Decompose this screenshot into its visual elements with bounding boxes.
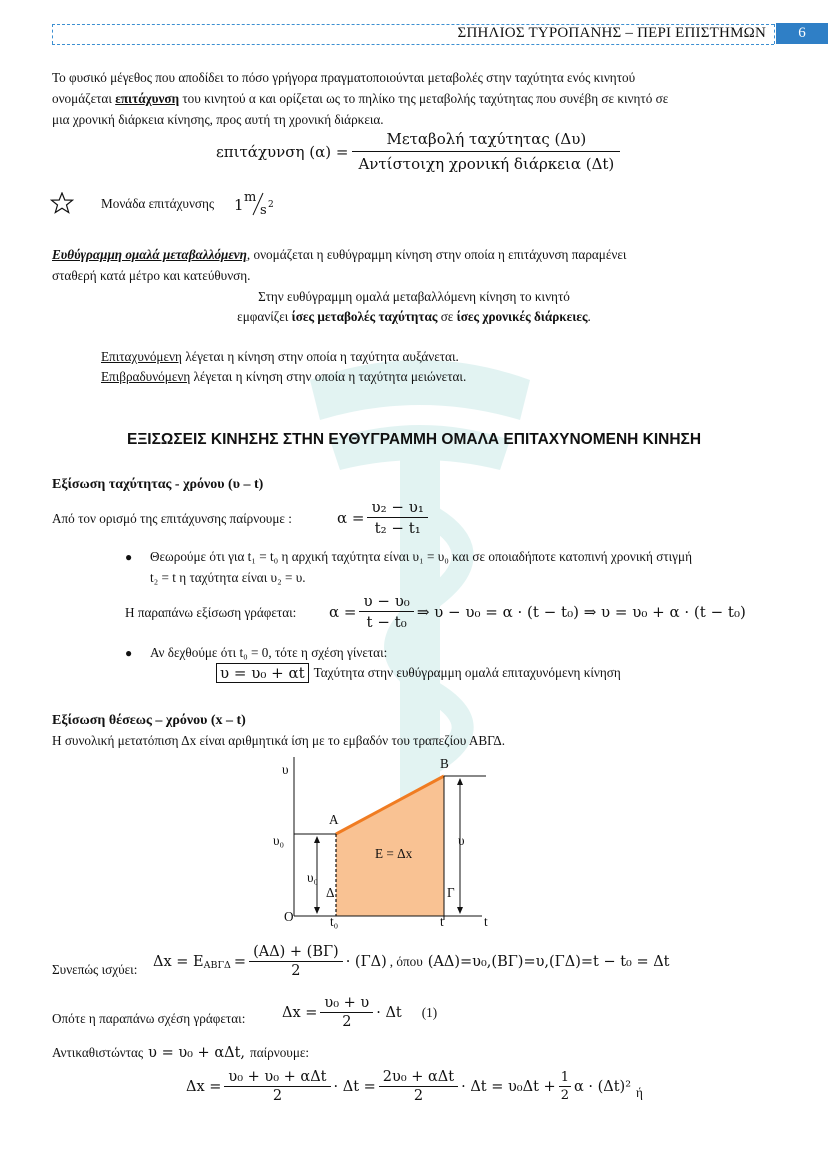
formula-numerator: Μεταβολή ταχύτητας (Δυ)	[352, 130, 620, 152]
acceleration-definition-formula	[216, 130, 620, 173]
rewrite-numerator: υ − υ₀	[359, 592, 413, 612]
diagram-v-label: υ	[458, 833, 465, 848]
alpha-fraction	[367, 498, 427, 537]
dx-final-formula	[186, 1069, 631, 1104]
thus-text: Οπότε η παραπάνω σχέση γράφεται:	[52, 1011, 246, 1026]
diagram-v0-inner-label: υ₀	[307, 870, 319, 885]
uniform-center-1: Στην ευθύγραμμη ομαλά μεταβαλλόμενη κίνηση το κινητό	[258, 289, 570, 304]
final-fraction-1	[224, 1069, 330, 1104]
header-right-border	[774, 24, 775, 44]
term-accelerated: Επιταχυνόμενη	[101, 349, 182, 364]
rewrite-lhs: α =	[329, 602, 357, 621]
diagram-t0-label: t₀	[330, 914, 339, 929]
uniform-bold-2: ίσες χρονικές διάρκειες	[456, 309, 588, 324]
half-denominator: 2	[560, 1088, 569, 1103]
rewrite-fraction	[359, 592, 413, 631]
dx-tail: · (ΓΔ)	[345, 953, 387, 970]
diagram-y-label: υ	[282, 762, 289, 777]
intro-line-1: Το φυσικό μέγεθος που αποδίδει το πόσο γρήγορα πραγματοποιούνται μεταβολές στην ταχύτητα ενός κινητού	[52, 70, 636, 85]
term-acceleration: επιτάχυνση	[115, 91, 180, 106]
decelerated-text: λέγεται η κίνηση στην οποία η ταχύτητα μειώνεται.	[190, 369, 467, 384]
velocity-equation-title: Εξίσωση ταχύτητας - χρόνου (υ – t)	[52, 477, 264, 492]
where-text: , όπου	[389, 953, 423, 969]
uniform-text: .	[587, 309, 591, 324]
boxed-formula: υ = υ₀ + αt	[216, 663, 309, 683]
substitution-expression: υ = υ₀ + αΔt,	[148, 1045, 246, 1061]
uniform-text: σε	[437, 309, 457, 324]
unit-denominator: s	[260, 203, 267, 218]
or-text: ή	[636, 1085, 643, 1100]
dx-denominator: 2	[291, 963, 301, 979]
velocity-boxed-result	[216, 663, 621, 683]
diagram-point-g: Γ	[447, 885, 455, 900]
from-definition-text: Από τον ορισμό της επιτάχυνσης παίρνουμε :	[52, 511, 292, 526]
accelerated-definition	[101, 349, 459, 365]
alpha-definition-formula	[337, 498, 428, 537]
where-definitions: (ΑΔ)=υ₀,(ΒΓ)=υ,(ΓΔ)=t − t₀ = Δt	[427, 953, 670, 970]
final-half	[559, 1070, 571, 1103]
eq1-tail: · Δt	[376, 1004, 402, 1021]
substituting-line	[52, 1045, 309, 1061]
term-uniform: Ευθύγραμμη ομαλά μεταβαλλόμενη	[52, 247, 247, 262]
consequently-text: Συνεπώς ισχύει:	[52, 962, 138, 977]
header-title: ΣΠΗΛΙΟΣ ΤΥΡΟΠΑΝΗΣ – ΠΕΡΙ ΕΠΙΣΤΗΜΩΝ	[457, 25, 766, 41]
header-left-border	[52, 24, 53, 44]
bullet-dot: ●	[125, 646, 133, 660]
uniform-text: , ονομάζεται η ευθύγραμμη κίνηση στην οποία η επιτάχυνση παραμένει	[246, 247, 627, 262]
dx-lhs: Δx = E	[153, 953, 204, 970]
formula-fraction	[352, 130, 620, 173]
diagram-t-label: t	[440, 914, 444, 929]
position-description: Η συνολική μετατόπιση Δx είναι αριθμητικά ίση με το εμβαδόν του τραπεζίου ΑΒΓΔ.	[52, 733, 506, 748]
dx-numerator: (ΑΔ) + (ΒΓ)	[249, 944, 343, 962]
substituting-text: Αντικαθιστώντας	[52, 1045, 144, 1060]
trapezoid-diagram	[270, 752, 500, 932]
intro-text: του κινητού α και ορίζεται ως το πηλίκο της μεταβολής ταχύτητας που συνέβη σε κινητό σε	[179, 91, 669, 106]
uniform-text: εμφανίζει	[237, 309, 292, 324]
alpha-lhs: α =	[337, 508, 365, 527]
intro-text: ονομάζεται	[52, 91, 116, 106]
position-equation-title: Εξίσωση θέσεως – χρόνου (x – t)	[52, 713, 246, 728]
final-denominator-2: 2	[413, 1088, 424, 1104]
dx-subscript: ΑΒΓΔ	[203, 960, 231, 971]
unit-numerator: m	[244, 190, 257, 205]
diagram-v0-label: υ₀	[273, 833, 285, 848]
final-mid: · Δt =	[333, 1078, 376, 1095]
formula-denominator: Αντίστοιχη χρονική διάρκεια (Δt)	[358, 155, 615, 173]
arrow-head	[314, 836, 320, 843]
we-get-text: παίρνουμε:	[250, 1045, 310, 1060]
unit-number: 1	[234, 196, 244, 214]
bullet-2: Αν δεχθούμε ότι t₀ = 0, τότε η σχέση γίνεται:	[150, 645, 388, 660]
diagram-point-a: A	[329, 812, 339, 827]
rewrite-formula	[329, 592, 746, 631]
diagram-point-b: B	[440, 756, 449, 771]
dx-trapezoid-formula	[153, 944, 670, 979]
eq1-denominator: 2	[342, 1014, 352, 1030]
rewrite-denominator: t − t₀	[366, 613, 407, 631]
half-numerator: 1	[560, 1070, 569, 1085]
accelerated-text: λέγεται η κίνηση στην οποία η ταχύτητα αυξάνεται.	[181, 349, 459, 364]
eq1-label: (1)	[421, 1004, 438, 1020]
arrow-head	[314, 907, 320, 914]
eq1-lhs: Δx =	[282, 1004, 318, 1021]
diagram-x-label: t	[484, 914, 488, 929]
intro-line-3: μια χρονική διάρκεια κίνησης, προς αυτή τη χρονική διάρκεια.	[52, 112, 384, 127]
eq1-numerator: υ₀ + υ	[320, 995, 373, 1013]
page-number: 6	[776, 23, 828, 44]
diagram-point-d: Δ	[326, 885, 335, 900]
arrow-head	[457, 778, 463, 785]
eq1-fraction	[320, 995, 373, 1030]
rewrite-text: Η παραπάνω εξίσωση γράφεται:	[125, 605, 297, 620]
term-decelerated: Επιβραδυνόμενη	[101, 369, 191, 384]
bullet-dot: ●	[125, 550, 133, 564]
alpha-numerator: υ₂ − υ₁	[367, 498, 427, 518]
final-tail: α · (Δt)²	[573, 1078, 632, 1095]
header-bottom-border	[52, 44, 774, 45]
rewrite-rest: ⇒ υ − υ₀ = α · (t − t₀) ⇒ υ = υ₀ + α · (t − t₀)	[416, 602, 746, 621]
uniform-line-2: σταθερή κατά μέτρο και κατεύθυνση.	[52, 268, 251, 283]
final-lhs: Δx =	[186, 1078, 222, 1095]
decelerated-definition	[101, 369, 466, 385]
final-fraction-2	[379, 1069, 458, 1104]
boxed-caption: Ταχύτητα στην ευθύγραμμη ομαλά επιταχυνόμενη κίνηση	[313, 665, 621, 680]
uniform-center-2	[0, 309, 828, 325]
unit-value	[234, 190, 284, 220]
dx-fraction	[249, 944, 343, 979]
bullet-1-line-2: t₂ = t η ταχύτητα είναι υ₂ = υ.	[150, 570, 306, 585]
bullet-1-line-1: Θεωρούμε ότι για t₁ = t₀ η αρχική ταχύτητα είναι υ₁ = υ₀ και σε οποιαδήποτε κατοπινή χρονική στιγμή	[150, 549, 692, 564]
section-heading: ΕΞΙΣΩΣΕΙΣ ΚΙΝΗΣΗΣ ΣΤΗΝ ΕΥΘΥΓΡΑΜΜΗ ΟΜΑΛΑ ΕΠΙΤΑΧΥΝΟΜΕΝΗ ΚΙΝΗΣΗ	[126, 431, 702, 448]
final-mid-2: · Δt = υ₀Δt +	[461, 1078, 556, 1095]
final-numerator-1: υ₀ + υ₀ + αΔt	[224, 1069, 330, 1087]
formula-lhs: επιτάχυνση (α) =	[216, 142, 349, 161]
final-denominator-1: 2	[272, 1088, 283, 1104]
diagram-origin: O	[284, 909, 294, 924]
final-numerator-2: 2υ₀ + αΔt	[379, 1069, 458, 1087]
alpha-denominator: t₂ − t₁	[374, 519, 421, 537]
dx-equals: =	[233, 953, 247, 970]
uniform-line-1	[52, 247, 777, 263]
star-outline-icon	[50, 192, 74, 214]
intro-line-2	[52, 91, 777, 107]
unit-exponent: 2	[268, 200, 274, 210]
arrow-head	[457, 907, 463, 914]
unit-label: Μονάδα επιτάχυνσης	[101, 196, 215, 211]
diagram-area-label: E = Δx	[375, 846, 413, 861]
dx-equation-1	[282, 995, 437, 1030]
uniform-bold-1: ίσες μεταβολές ταχύτητας	[291, 309, 438, 324]
